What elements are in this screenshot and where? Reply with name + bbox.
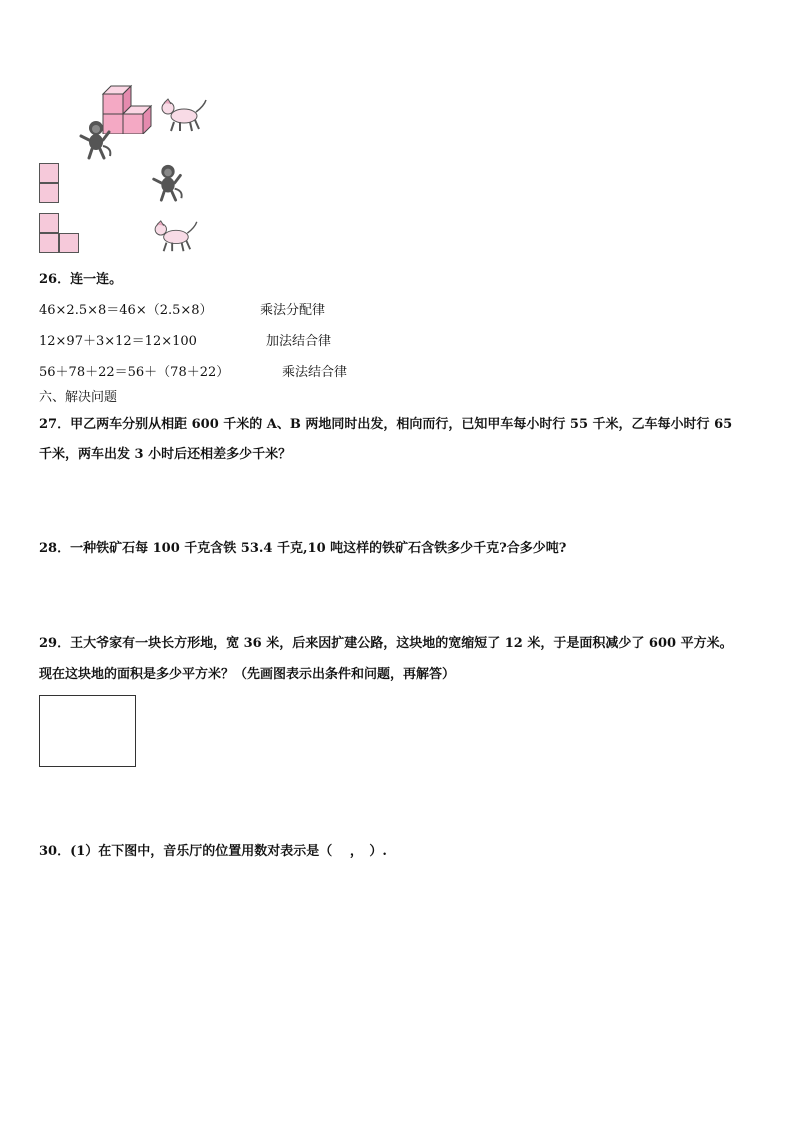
q26-law-3: 乘法结合律 <box>282 365 348 380</box>
drawing-rectangle-box <box>39 695 136 767</box>
question-26-title: 26．连一连。 <box>39 272 123 287</box>
question-27-line-1: 27．甲乙两车分别从相距 600 千米的 A、B 两地同时出发，相向而行，已知甲车每小时行 55 千米，乙车每小时行 65 <box>39 417 733 432</box>
view-square-upper <box>39 213 59 233</box>
question-28-line-1: 28．一种铁矿石每 100 千克含铁 53.4 千克,10 吨这样的铁矿石含铁多少千克?合多少吨? <box>39 541 567 556</box>
dog-icon <box>150 218 200 254</box>
cube-figure-illustration <box>0 0 240 260</box>
section-6-heading: 六、解决问题 <box>39 390 118 405</box>
monkey-icon <box>150 162 186 202</box>
view-square-bottom <box>39 183 59 203</box>
monkey-icon <box>78 118 114 160</box>
q26-expression-3: 56＋78＋22＝56＋（78＋22） <box>39 365 230 380</box>
view-square-top <box>39 163 59 183</box>
view-square-lower-right <box>59 233 79 253</box>
question-27-line-2: 千米，两车出发 3 小时后还相差多少千米？ <box>39 447 292 462</box>
q26-expression-1: 46×2.5×8＝46×（2.5×8） <box>39 303 213 318</box>
question-30-line-1: 30．(1）在下图中，音乐厅的位置用数对表示是（ ， ）. <box>39 844 387 859</box>
q26-expression-2: 12×97＋3×12＝12×100 <box>39 334 197 349</box>
q26-law-1: 乘法分配律 <box>260 303 326 318</box>
view-square-lower-left <box>39 233 59 253</box>
q26-law-2: 加法结合律 <box>266 334 332 349</box>
question-29-line-1: 29．王大爷家有一块长方形地，宽 36 米，后来因扩建公路，这块地的宽缩短了 12 米，于是面积减少了 600 平方米。 <box>39 636 733 651</box>
question-29-line-2: 现在这块地的面积是多少平方米？（先画图表示出条件和问题，再解答） <box>39 667 456 682</box>
dog-icon <box>158 96 208 134</box>
